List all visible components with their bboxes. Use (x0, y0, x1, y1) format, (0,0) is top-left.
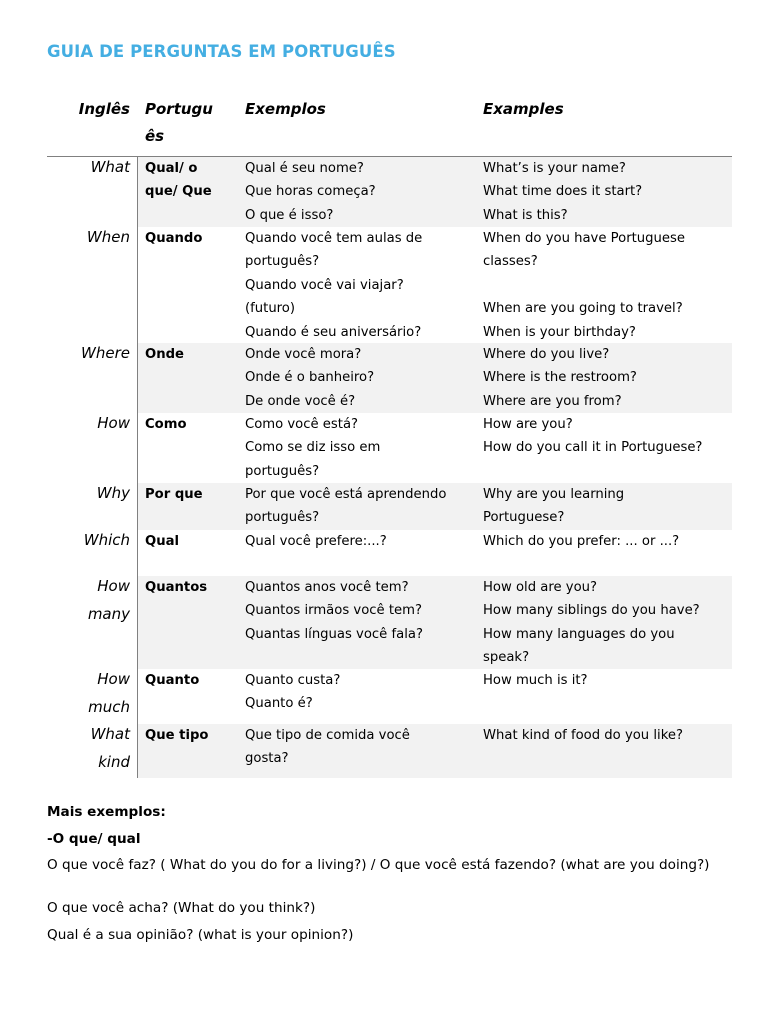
portuguese-example-cell (245, 343, 470, 413)
cell-line (483, 460, 728, 483)
cell-line: Como se diz isso em (245, 440, 381, 456)
more-examples-subheading: -O que/ qual (47, 831, 141, 847)
english-word-cell (47, 153, 130, 181)
portuguese-word-cell (145, 669, 235, 692)
portuguese-example-cell (245, 157, 470, 227)
cell-line: When (86, 228, 130, 246)
cell-line: Qual você prefere:...? (245, 534, 387, 549)
cell-line: How many languages do you (483, 626, 675, 642)
english-word-cell (47, 409, 130, 437)
english-word-cell (47, 223, 130, 251)
cell-line: When are you going to travel? (483, 301, 683, 317)
cell-line: Quantos (145, 580, 208, 595)
english-example-cell (483, 413, 728, 483)
cell-line: Por que você está aprendendo (245, 487, 447, 502)
table-row (47, 669, 732, 724)
cell-line: Que tipo (145, 728, 209, 743)
cell-line: Quando você vai viajar? (245, 277, 404, 293)
cell-line: Por que (145, 487, 203, 502)
cell-line: How many siblings do you have? (483, 603, 700, 619)
portuguese-example-cell (245, 669, 470, 716)
cell-line: O que é isso? (245, 207, 334, 223)
portuguese-word-cell (145, 724, 235, 747)
portuguese-example-cell (245, 413, 470, 483)
table-row (47, 483, 732, 530)
cell-line: Quanto custa? (245, 673, 341, 688)
cell-line: Quanto (145, 673, 200, 688)
page-title: GUIA DE PERGUNTAS EM PORTUGUÊS (47, 42, 396, 61)
cell-line: português? (245, 510, 320, 526)
header-exemplos: Exemplos (245, 100, 326, 118)
cell-line (483, 274, 728, 297)
cell-line: Where are you from? (483, 393, 622, 409)
cell-line: Qual (145, 534, 180, 549)
cell-line: Where do you live? (483, 347, 610, 362)
cell-line: Qual/ o (145, 161, 198, 176)
table-row (47, 343, 732, 413)
portuguese-word-cell (145, 157, 235, 204)
cell-line: Que horas começa? (245, 184, 376, 200)
cell-line: De onde você é? (245, 393, 356, 409)
cell-line: Como você está? (245, 417, 359, 432)
header-portugues-line2: ês (145, 127, 165, 145)
portuguese-example-cell (245, 483, 470, 530)
portuguese-word-cell (145, 227, 235, 250)
cell-line: What (90, 725, 130, 743)
cell-line: Which do you prefer: ... or ...? (483, 534, 680, 549)
cell-line: português? (245, 463, 320, 479)
cell-line: Where is the restroom? (483, 370, 637, 386)
english-word-cell (47, 665, 130, 721)
more-example-line: Qual é a sua opinião? (what is your opinion?) (47, 927, 354, 943)
table-row (47, 530, 732, 576)
cell-line: How much is it? (483, 673, 588, 688)
cell-line: Que tipo de comida você (245, 728, 410, 743)
cell-line: Where (81, 344, 130, 362)
english-example-cell (483, 343, 728, 413)
cell-line: What’s is your name? (483, 161, 626, 176)
cell-line: (futuro) (245, 301, 296, 317)
header-examples: Examples (483, 100, 564, 118)
more-examples-heading: Mais exemplos: (47, 804, 166, 820)
cell-line: Why (96, 484, 130, 502)
cell-line: What kind of food do you like? (483, 728, 683, 743)
english-word-cell (47, 720, 130, 776)
cell-line: Como (145, 417, 187, 432)
cell-line: What (90, 158, 130, 176)
portuguese-word-cell (145, 530, 235, 553)
header-ingles: Inglês (78, 100, 130, 118)
portuguese-example-cell (245, 724, 470, 771)
english-word-cell (47, 339, 130, 367)
cell-line: speak? (483, 650, 530, 666)
cell-line: gosta? (245, 751, 289, 767)
cell-line: much (88, 698, 130, 716)
table-row (47, 724, 732, 778)
cell-line: How (97, 670, 130, 688)
cell-line: Qual é seu nome? (245, 161, 364, 176)
english-word-cell (47, 479, 130, 507)
cell-line: Onde você mora? (245, 347, 362, 362)
cell-line: Quando (145, 231, 203, 246)
table-row (47, 227, 732, 343)
cell-line: How (97, 414, 130, 432)
table-row (47, 413, 732, 483)
cell-line: many (87, 605, 130, 623)
cell-line: Quantas línguas você fala? (245, 626, 423, 642)
portuguese-example-cell (245, 576, 470, 646)
portuguese-word-cell (145, 343, 235, 366)
cell-line: kind (98, 753, 130, 771)
cell-line: português? (245, 254, 320, 270)
cell-line: Which (83, 531, 130, 549)
english-example-cell (483, 724, 728, 747)
cell-line: How do you call it in Portuguese? (483, 440, 703, 456)
more-example-line: O que você acha? (What do you think?) (47, 900, 316, 916)
english-example-cell (483, 227, 728, 344)
portuguese-word-cell (145, 483, 235, 506)
cell-line: When do you have Portuguese (483, 231, 685, 246)
english-example-cell (483, 530, 728, 553)
cell-line: Portuguese? (483, 510, 565, 526)
cell-line: classes? (483, 254, 538, 270)
table-row (47, 157, 732, 227)
cell-line: Quando é seu aniversário? (245, 324, 422, 340)
cell-line: Quanto é? (245, 696, 313, 712)
cell-line: When is your birthday? (483, 324, 636, 340)
english-word-cell (47, 572, 130, 628)
cell-line: Onde é o banheiro? (245, 370, 375, 386)
table-row (47, 576, 732, 669)
english-word-cell (47, 526, 130, 554)
cell-line: Quantos irmãos você tem? (245, 603, 422, 619)
cell-line: How are you? (483, 417, 573, 432)
header-portugues-line1: Portugu (145, 100, 213, 118)
portuguese-word-cell (145, 576, 235, 599)
cell-line: Quando você tem aulas de (245, 231, 423, 246)
cell-line: Quantos anos você tem? (245, 580, 409, 595)
cell-line: What time does it start? (483, 184, 643, 200)
cell-line: Onde (145, 347, 184, 362)
portuguese-example-cell (245, 530, 470, 553)
english-example-cell (483, 157, 728, 227)
header-portugues (145, 96, 230, 150)
cell-line: How (97, 577, 130, 595)
cell-line: Why are you learning (483, 487, 625, 502)
english-example-cell (483, 669, 728, 692)
more-example-line: O que você faz? ( What do you do for a living?) / O que você está fazendo? (what are you doing?) (47, 857, 710, 873)
cell-line: que/ Que (145, 184, 212, 200)
portuguese-example-cell (245, 227, 470, 344)
cell-line: How old are you? (483, 580, 598, 595)
portuguese-word-cell (145, 413, 235, 436)
english-example-cell (483, 576, 728, 670)
english-example-cell (483, 483, 728, 530)
cell-line: What is this? (483, 207, 568, 223)
